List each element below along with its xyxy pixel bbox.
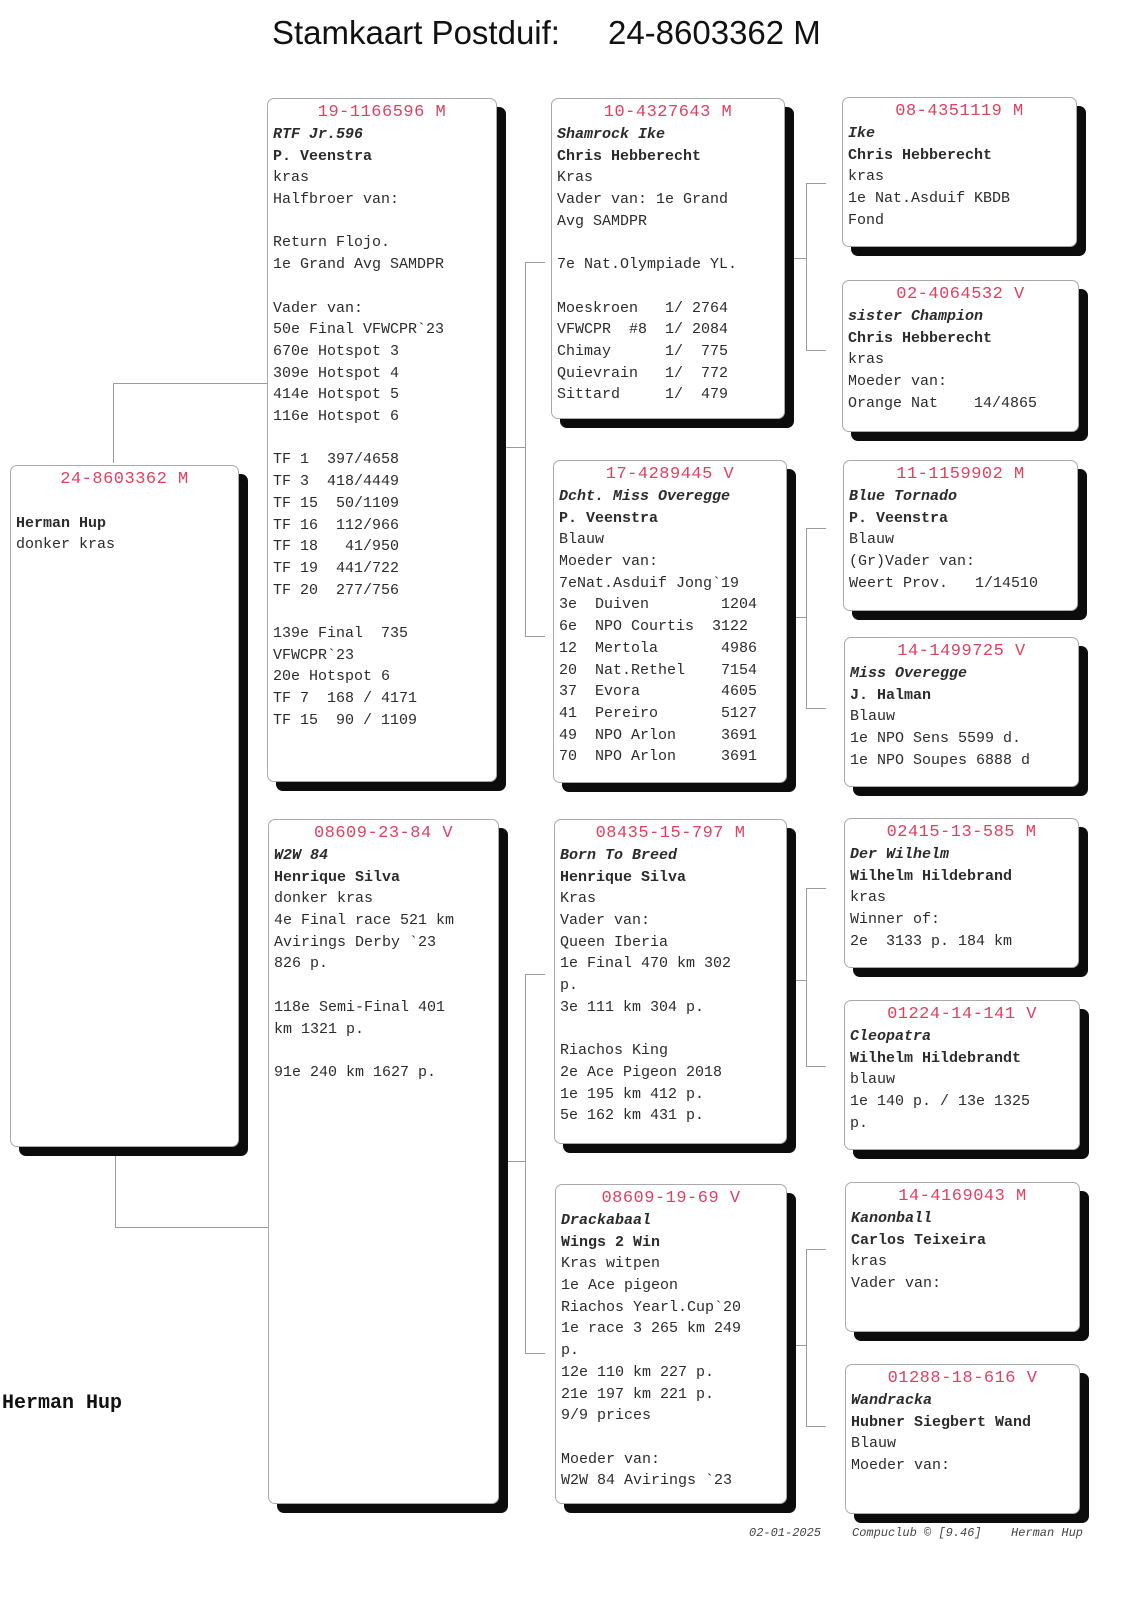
pigeon-card-great-grandparent: [842, 280, 1079, 432]
breeder-name: Chris Hebberecht: [557, 147, 702, 165]
card-line: 1e Nat.Asduif KBDB: [848, 190, 1011, 208]
connector-line: [806, 1426, 826, 1427]
connector-line: [525, 974, 526, 1353]
card-line: 9/9 prices: [561, 1407, 652, 1425]
pigeon-name: [16, 491, 233, 513]
breeder-name: P. Veenstra: [273, 147, 373, 165]
card-line: kras: [851, 1253, 888, 1271]
breeder-name: Chris Hebberecht: [848, 146, 993, 164]
pigeon-card-grandparent: [554, 819, 787, 1144]
pigeon-name: Ike: [848, 125, 876, 142]
ring-number: 17-4289445 V: [605, 465, 735, 484]
card-line: 41 Pereiro 5127: [559, 705, 758, 722]
breeder-name: Wings 2 Win: [561, 1233, 661, 1251]
footer-date: 02-01-2025: [749, 1526, 822, 1540]
breeder-name: Henrique Silva: [274, 868, 401, 886]
connector-line: [784, 258, 806, 259]
breeder-name: Wilhelm Hildebrand: [850, 867, 1013, 885]
card-line: TF 1 397/4658: [273, 451, 400, 469]
card-line: 116e Hotspot 6: [273, 408, 400, 426]
card-line: Moeder van:: [851, 1457, 951, 1475]
card-line: [273, 601, 491, 623]
connector-line: [115, 1137, 116, 1227]
card-line: 309e Hotspot 4: [273, 364, 400, 382]
card-line: 70 NPO Arlon 3691: [559, 748, 758, 766]
card-line: 37 Evora 4605: [559, 683, 758, 701]
card-line: Moeder van:: [848, 373, 948, 391]
card-line: 1e Ace pigeon: [561, 1277, 679, 1295]
pigeon-name: Der Wilhelm: [850, 846, 950, 863]
ring-number: 14-1499725 V: [897, 642, 1026, 661]
pigeon-name: Drackabaal: [561, 1212, 652, 1229]
card-line: kras: [848, 351, 885, 369]
pigeon-name: sister Champion: [848, 308, 984, 325]
connector-line: [525, 1353, 545, 1354]
card-line: Sittard 1/ 479: [557, 386, 729, 404]
connector-line: [806, 888, 807, 1066]
ring-number: 08609-19-69 V: [601, 1189, 741, 1208]
card-line: 7eNat.Asduif Jong`19: [559, 574, 740, 592]
page-title: [272, 14, 821, 64]
card-line: 118e Semi-Final 401: [274, 998, 446, 1016]
card-line: Moeskroen 1/ 2764: [557, 299, 729, 317]
card-line: 12 Mertola 4986: [559, 639, 758, 657]
pigeon-name: RTF Jr.596: [273, 126, 364, 143]
card-line: VFWCPR #8 1/ 2084: [557, 321, 729, 339]
card-line: Moeder van:: [559, 553, 659, 571]
card-line: 2e 3133 p. 184 km: [850, 932, 1013, 950]
card-line: Vader van:: [851, 1275, 942, 1293]
connector-line: [806, 183, 826, 184]
card-line: 21e 197 km 221 p.: [561, 1385, 715, 1403]
card-line: W2W 84 Avirings `23: [561, 1472, 733, 1490]
card-line: 20e Hotspot 6: [273, 668, 391, 686]
pigeon-card-great-grandparent: [844, 1000, 1080, 1150]
card-line: TF 19 441/722: [273, 559, 400, 577]
card-line: donker kras: [16, 536, 116, 554]
ring-number: 08-4351119 M: [895, 102, 1024, 121]
pigeon-card-great-grandparent: [845, 1364, 1080, 1514]
connector-line: [525, 262, 545, 263]
connector-line: [784, 980, 806, 981]
card-line: p.: [560, 977, 579, 995]
connector-line: [806, 183, 807, 350]
pigeon-card-great-grandparent: [844, 818, 1079, 968]
card-line: Blauw: [850, 708, 896, 726]
card-line: Halfbroer van:: [273, 191, 400, 209]
connector-line: [525, 974, 545, 975]
connector-line: [504, 447, 526, 448]
pigeon-card-grandparent: [553, 460, 787, 783]
card-line: TF 15 90 / 1109: [273, 711, 418, 729]
connector-line: [806, 528, 826, 529]
card-line: [560, 1019, 781, 1041]
card-line: TF 16 112/966: [273, 516, 400, 534]
card-line: 414e Hotspot 5: [273, 386, 400, 404]
connector-line: [806, 1249, 807, 1426]
card-line: Kras: [557, 169, 594, 187]
card-line: TF 3 418/4449: [273, 473, 400, 491]
pigeon-name: Born To Breed: [560, 847, 678, 864]
card-line: 12e 110 km 227 p.: [561, 1363, 715, 1381]
pigeon-card-mother: [268, 819, 499, 1504]
card-line: 1e race 3 265 km 249: [561, 1320, 742, 1338]
pigeon-name: Blue Tornado: [849, 488, 958, 505]
connector-line: [806, 708, 826, 709]
ring-number: 08609-23-84 V: [313, 824, 454, 843]
card-line: 139e Final 735: [273, 625, 409, 643]
card-line: Quievrain 1/ 772: [557, 364, 729, 382]
card-line: Fond: [848, 211, 885, 229]
card-line: 5e 162 km 431 p.: [560, 1107, 705, 1125]
card-line: 1e NPO Sens 5599 d.: [850, 730, 1022, 748]
card-line: 670e Hotspot 3: [273, 342, 400, 360]
breeder-name: Hubner Siegbert Wand: [851, 1413, 1032, 1431]
breeder-name: Wilhelm Hildebrandt: [850, 1049, 1022, 1067]
card-line: km 1321 p.: [274, 1020, 365, 1038]
connector-line: [806, 888, 826, 889]
card-line: Avg SAMDPR: [557, 212, 648, 230]
card-line: 826 p.: [274, 955, 329, 973]
connector-line: [784, 617, 806, 618]
card-line: kras: [273, 169, 310, 187]
connector-line: [525, 262, 526, 636]
card-line: 1e Grand Avg SAMDPR: [273, 256, 445, 274]
card-line: TF 18 41/950: [273, 538, 400, 556]
card-line: 91e 240 km 1627 p.: [274, 1063, 437, 1081]
pigeon-name: Wandracka: [851, 1392, 933, 1409]
card-line: 3e 111 km 304 p.: [560, 998, 705, 1016]
card-line: p.: [850, 1114, 869, 1132]
card-line: donker kras: [274, 890, 374, 908]
pigeon-card-grandparent: [555, 1184, 787, 1504]
card-line: TF 7 168 / 4171: [273, 690, 418, 708]
ring-number: 01224-14-141 V: [887, 1005, 1037, 1024]
pigeon-name: Kanonball: [851, 1210, 933, 1227]
pigeon-card-great-grandparent: [845, 1182, 1080, 1332]
pigeon-card-subject: [10, 465, 239, 1147]
card-line: [557, 276, 779, 298]
card-line: Riachos Yearl.Cup`20: [561, 1298, 742, 1316]
card-line: [273, 276, 491, 298]
card-line: Weert Prov. 1/14510: [849, 574, 1039, 592]
card-line: Chimay 1/ 775: [557, 342, 729, 360]
breeder-name: P. Veenstra: [559, 509, 659, 527]
connector-line: [784, 1345, 806, 1346]
ring-number: 02-4064532 V: [896, 285, 1025, 304]
card-line: Orange Nat 14/4865: [848, 394, 1038, 412]
footer-owner: Herman Hup: [1011, 1526, 1084, 1540]
card-line: [274, 975, 493, 997]
card-line: [557, 232, 779, 254]
connector-line: [115, 1227, 269, 1228]
card-line: p.: [561, 1342, 580, 1360]
ring-number: 11-1159902 M: [896, 465, 1025, 484]
pigeon-name: Miss Overegge: [850, 665, 968, 682]
card-line: TF 20 277/756: [273, 581, 400, 599]
breeder-name: Chris Hebberecht: [848, 329, 993, 347]
ring-number: 01288-18-616 V: [887, 1369, 1038, 1388]
connector-line: [806, 528, 807, 708]
pigeon-card-great-grandparent: [844, 637, 1079, 787]
card-line: Vader van:: [560, 912, 651, 930]
ring-number: 14-4169043 M: [898, 1187, 1027, 1206]
connector-line: [504, 1161, 526, 1162]
ring-number: 19-1166596 M: [317, 103, 447, 122]
card-line: kras: [850, 889, 887, 907]
pigeon-card-father: [267, 98, 497, 782]
card-line: Vader van:: [273, 299, 364, 317]
breeder-name: Carlos Teixeira: [851, 1231, 987, 1249]
pigeon-card-great-grandparent: [843, 460, 1078, 611]
ring-number: 02415-13-585 M: [886, 823, 1037, 842]
card-line: 2e Ace Pigeon 2018: [560, 1063, 723, 1081]
pigeon-name: Shamrock Ike: [557, 126, 666, 143]
ring-number: 24-8603362 M: [60, 470, 189, 489]
card-line: Kras witpen: [561, 1255, 661, 1273]
card-line: Blauw: [559, 531, 605, 549]
connector-line: [806, 1066, 826, 1067]
card-line: Queen Iberia: [560, 933, 669, 951]
breeder-name: P. Veenstra: [849, 509, 949, 527]
card-line: TF 15 50/1109: [273, 494, 400, 512]
card-line: 20 Nat.Rethel 7154: [559, 661, 758, 679]
card-line: Winner of:: [850, 911, 941, 929]
ring-number: 08435-15-797 M: [595, 824, 746, 843]
card-line: [561, 1427, 781, 1449]
card-line: Avirings Derby `23: [274, 933, 437, 951]
card-line: 4e Final race 521 km: [274, 912, 455, 930]
breeder-name: Herman Hup: [16, 514, 107, 532]
card-line: 1e Final 470 km 302: [560, 955, 732, 973]
card-line: 6e NPO Courtis 3122: [559, 618, 749, 636]
pigeon-name: W2W 84: [274, 847, 329, 864]
card-line: 3e Duiven 1204: [559, 596, 758, 614]
owner-name: Herman Hup: [2, 1392, 123, 1415]
card-line: 1e NPO Soupes 6888 d: [850, 751, 1031, 769]
card-line: [273, 211, 491, 233]
card-line: (Gr)Vader van:: [849, 553, 976, 571]
connector-line: [806, 1249, 826, 1250]
card-line: [274, 1040, 493, 1062]
breeder-name: Henrique Silva: [560, 868, 687, 886]
connector-line: [113, 383, 114, 463]
card-line: Kras: [560, 890, 597, 908]
card-line: Blauw: [849, 531, 895, 549]
pigeon-card-grandparent: [551, 98, 785, 419]
card-line: 7e Nat.Olympiade YL.: [557, 256, 738, 274]
card-line: VFWCPR`23: [273, 646, 355, 664]
card-line: Blauw: [851, 1435, 897, 1453]
card-line: Riachos King: [560, 1042, 669, 1060]
card-line: blauw: [850, 1071, 896, 1089]
title-ring-number: 24-8603362 M: [607, 14, 821, 51]
card-line: Vader van: 1e Grand: [557, 191, 729, 209]
connector-line: [806, 350, 826, 351]
breeder-name: J. Halman: [850, 686, 932, 704]
connector-line: [113, 383, 267, 384]
card-line: kras: [848, 168, 885, 186]
pigeon-name: Cleopatra: [850, 1028, 932, 1045]
card-line: 49 NPO Arlon 3691: [559, 726, 758, 744]
pigeon-name: Dcht. Miss Overegge: [559, 488, 731, 505]
ring-number: 10-4327643 M: [603, 103, 733, 122]
card-line: 1e 195 km 412 p.: [560, 1085, 705, 1103]
connector-line: [525, 636, 545, 637]
card-line: [273, 428, 491, 450]
pigeon-card-great-grandparent: [842, 97, 1077, 247]
card-line: Moeder van:: [561, 1450, 661, 1468]
title-label: Stamkaart Postduif:: [272, 14, 560, 51]
card-line: Return Flojo.: [273, 234, 391, 252]
card-line: 1e 140 p. / 13e 1325: [850, 1093, 1031, 1111]
card-line: 50e Final VFWCPR`23: [273, 321, 445, 339]
footer-software: Compuclub © [9.46]: [852, 1526, 982, 1540]
